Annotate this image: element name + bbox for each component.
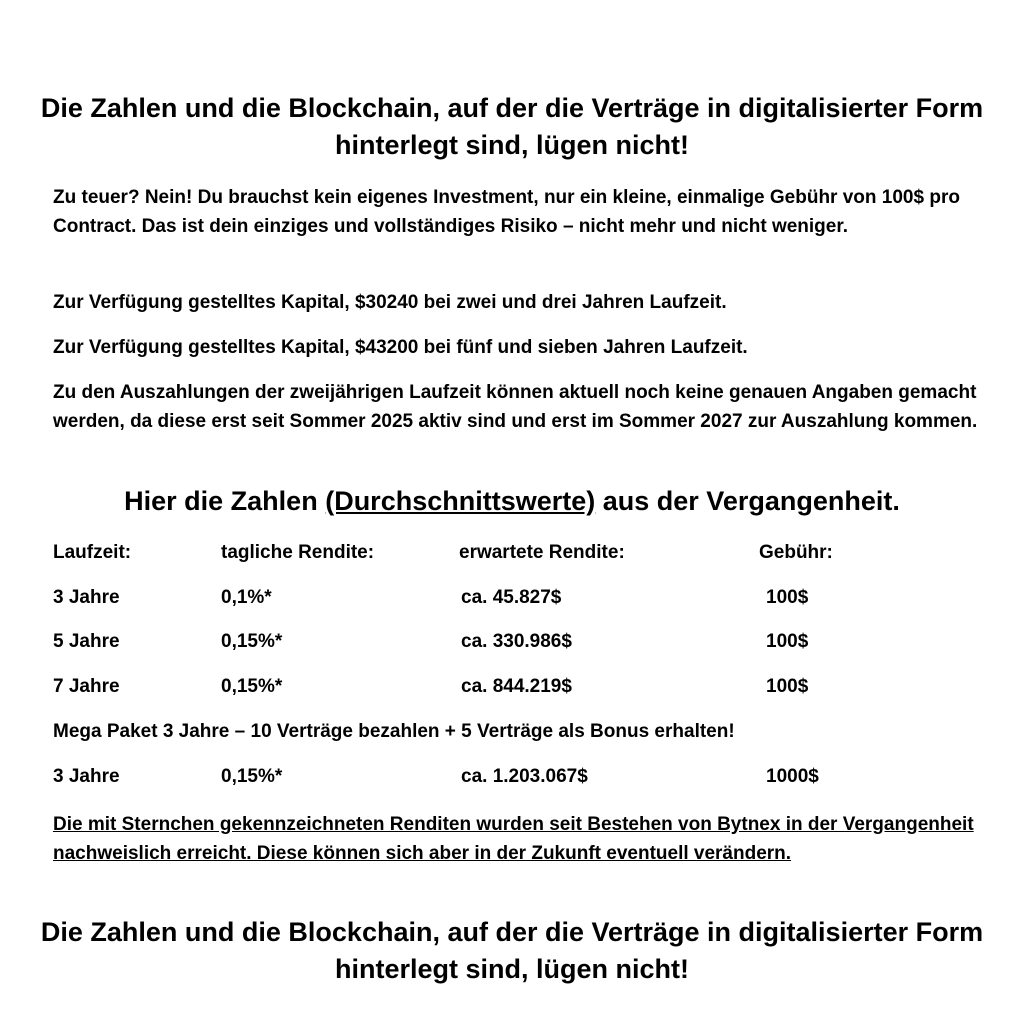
header-laufzeit: Laufzeit:: [53, 542, 132, 563]
row-term: 3 Jahre: [53, 766, 120, 787]
row-fee: 100$: [766, 676, 809, 697]
row-term: 3 Jahre: [53, 587, 120, 608]
payout-note: Zu den Auszahlungen der zweijährigen Laufzeit können aktuell noch keine genauen Angaben gemacht werden, da diese erst seit Sommer 2025 aktiv sind und erst im Sommer 2027 zur Auszahlung kommen.: [53, 382, 978, 432]
bottom-heading: Die Zahlen und die Blockchain, auf der die Verträge in digitalisierter Form hinterlegt sind, lügen nicht!: [40, 917, 984, 984]
mega-package-label: Mega Paket 3 Jahre – 10 Verträge bezahlen + 5 Verträge als Bonus erhalten!: [53, 721, 735, 742]
row-daily-return: 0,15%*: [221, 631, 283, 652]
row-expected-return: ca. 1.203.067$: [461, 766, 588, 787]
row-fee: 100$: [766, 631, 809, 652]
row-expected-return: ca. 330.986$: [461, 631, 572, 652]
table-header-row: [0, 540, 1024, 566]
row-daily-return: 0,1%*: [221, 587, 272, 608]
header-fee: Gebühr:: [759, 542, 833, 563]
capital-line-2: Zur Verfügung gestelltes Kapital, $43200 bei fünf und sieben Jahren Laufzeit.: [53, 337, 748, 358]
top-heading: Die Zahlen und die Blockchain, auf der die Verträge in digitalisierter Form hinterlegt sind, lügen nicht!: [40, 93, 984, 160]
row-fee: 100$: [766, 587, 809, 608]
section-title: [0, 483, 1024, 519]
row-term: 7 Jahre: [53, 676, 120, 697]
section-title-underlined: (Durchschnittswerte): [325, 486, 596, 516]
mega-package-title: [0, 719, 1024, 745]
capital-line-1: Zur Verfügung gestelltes Kapital, $30240 bei zwei und drei Jahren Laufzeit.: [53, 292, 727, 313]
row-daily-return: 0,15%*: [221, 766, 283, 787]
table-row: [0, 674, 1024, 700]
intro-paragraph: Zu teuer? Nein! Du brauchst kein eigenes Investment, nur ein kleine, einmalige Gebühr von 100$ pro Contract. Das ist dein einziges und vollständiges Risiko – nicht mehr und nicht weniger.: [53, 187, 960, 237]
section-title-prefix: Hier die Zahlen: [124, 486, 326, 516]
header-expected-return: erwartete Rendite:: [459, 542, 625, 563]
table-row: [0, 629, 1024, 655]
row-term: 5 Jahre: [53, 631, 120, 652]
table-row: [0, 764, 1024, 790]
disclaimer: Die mit Sternchen gekennzeichneten Renditen wurden seit Bestehen von Bytnex in der Vergangenheit nachweislich erreicht. Diese können sich aber in der Zukunft eventuell verändern.: [53, 814, 974, 864]
row-daily-return: 0,15%*: [221, 676, 283, 697]
row-expected-return: ca. 45.827$: [461, 587, 562, 608]
row-fee: 1000$: [766, 766, 819, 787]
section-title-suffix: aus der Vergangenheit.: [595, 486, 900, 516]
header-daily-return: tagliche Rendite:: [221, 542, 375, 563]
table-row: [0, 585, 1024, 611]
row-expected-return: ca. 844.219$: [461, 676, 572, 697]
